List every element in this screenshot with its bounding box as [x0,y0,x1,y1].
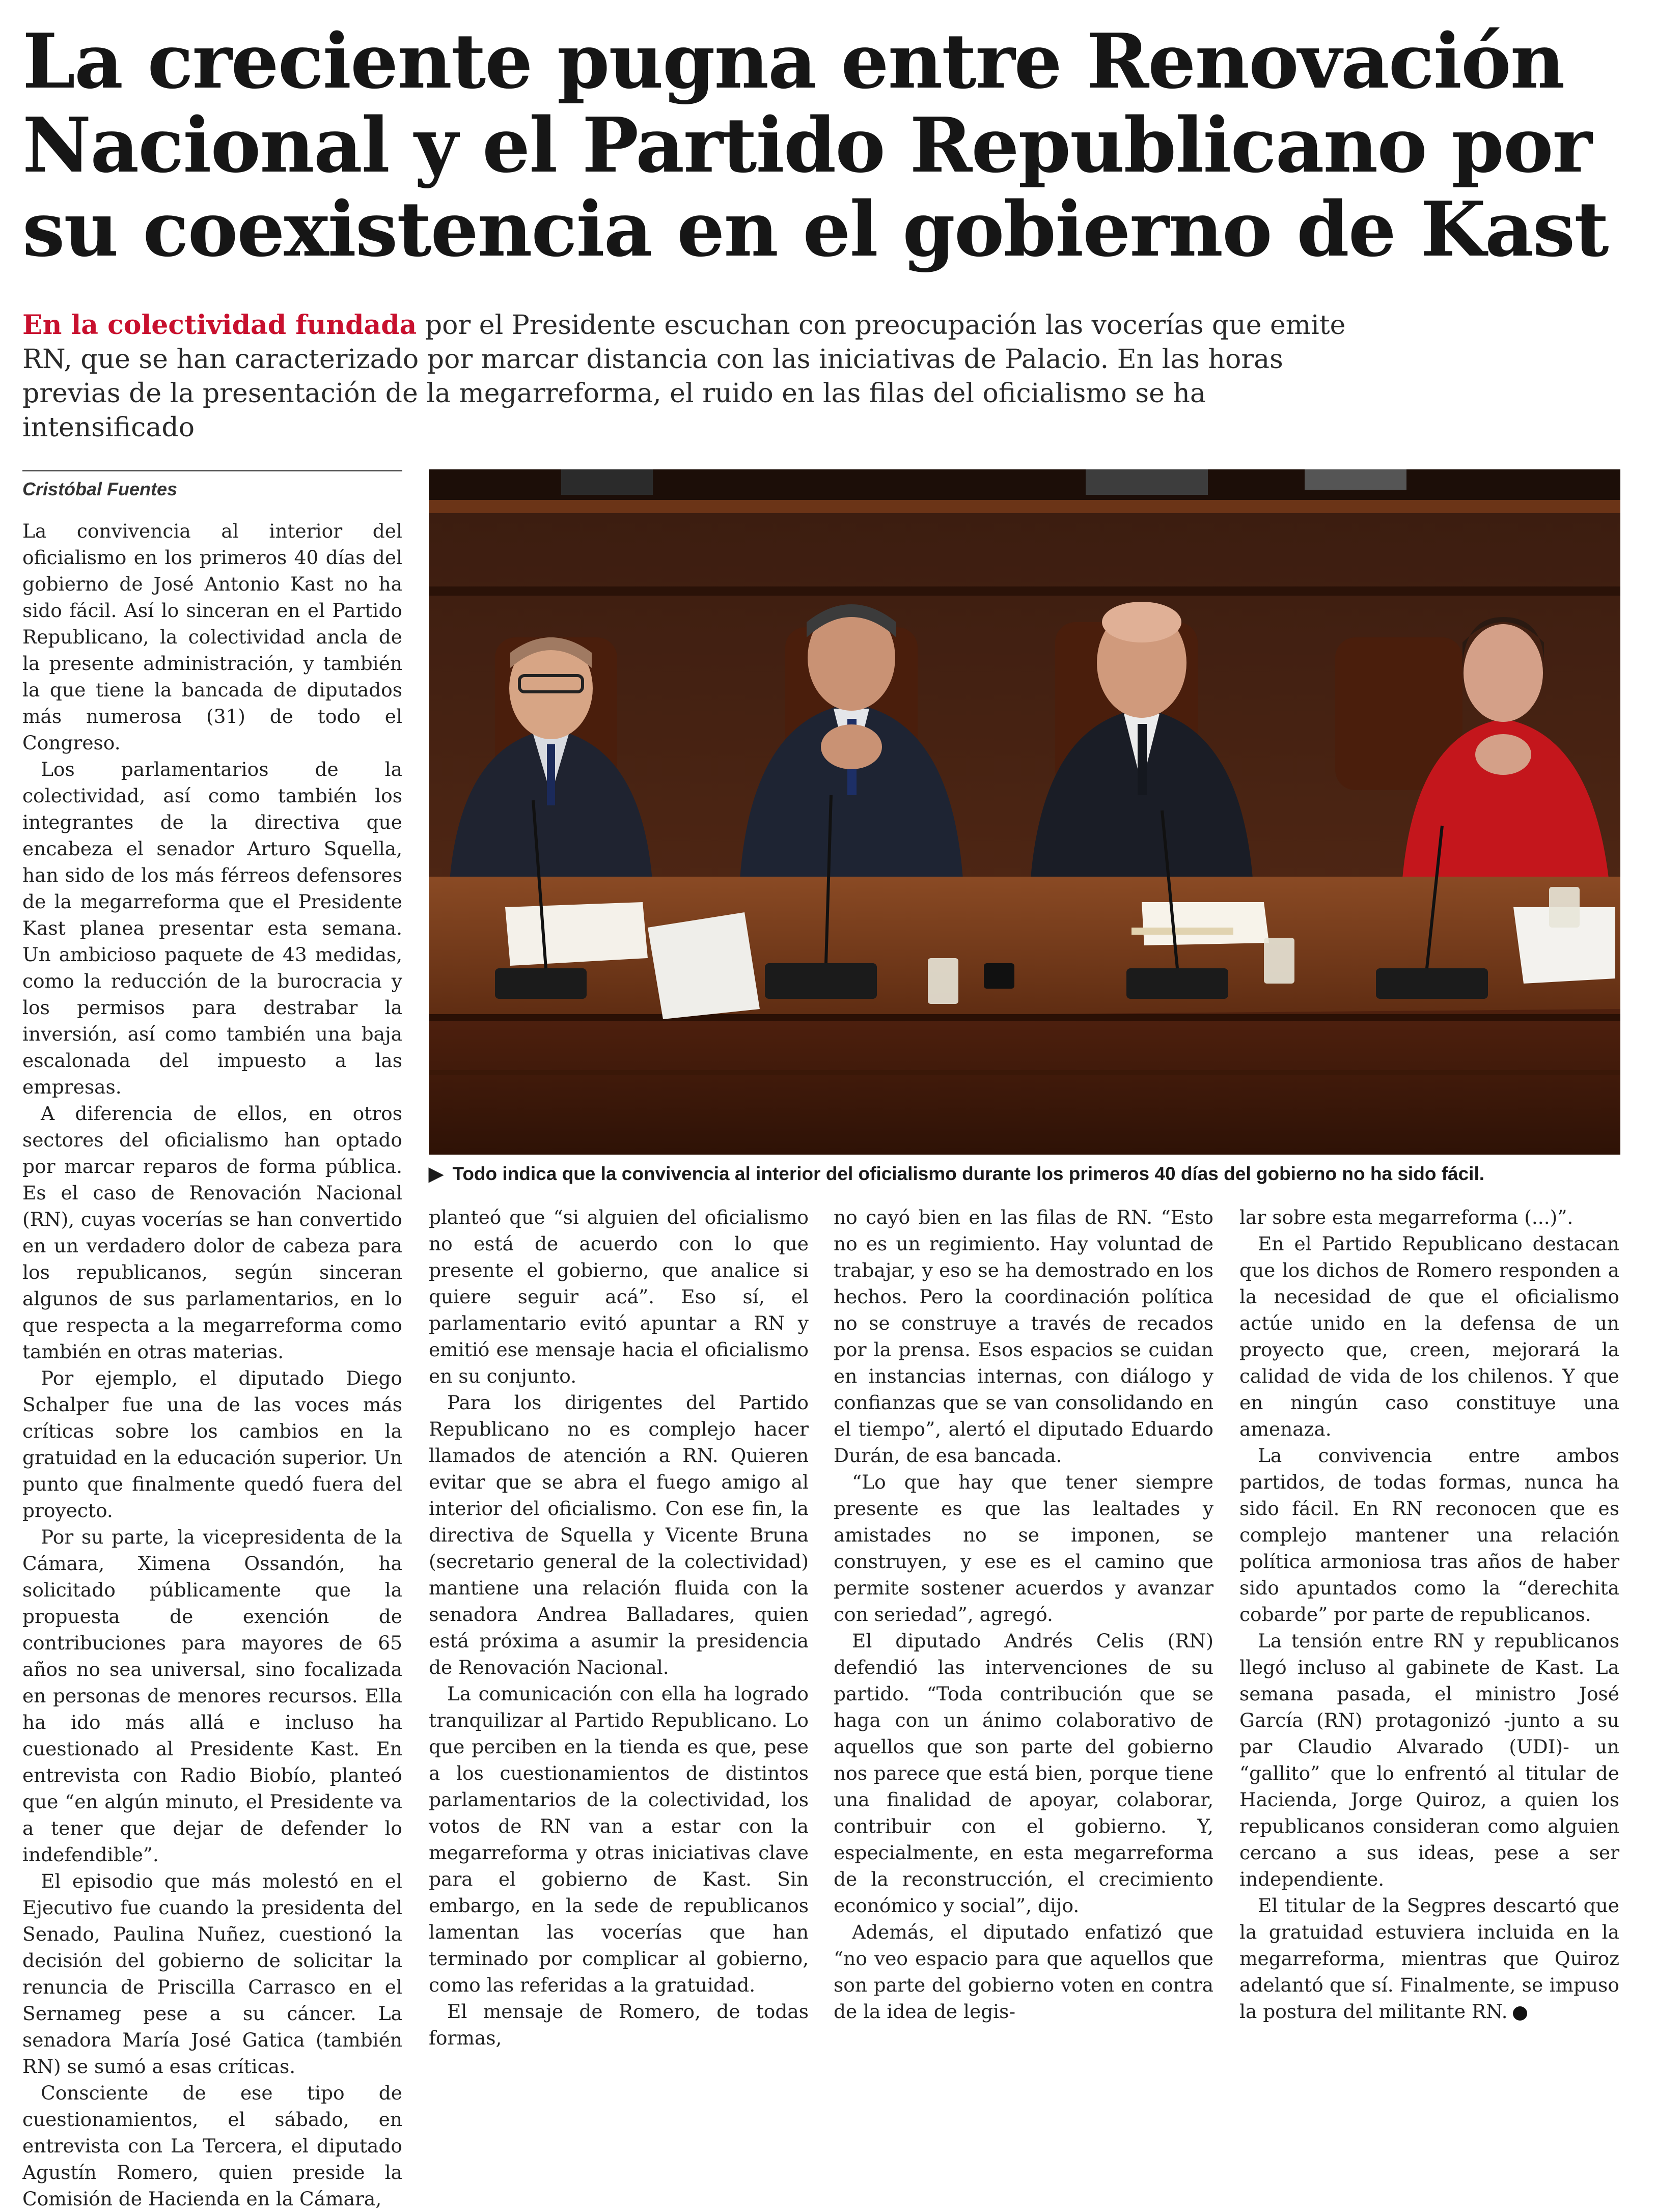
paragraph: “Lo que hay que tener siempre presente es que las lealtades y amistades no se imponen, se construyen, y ese es el camino que permite sostener acuerdos y avanzar con seriedad”, agregó. [834,1471,1213,1626]
paragraph: no cayó bien en las filas de RN. “Esto no es un regimiento. Hay voluntad de trabajar, y eso se ha demostrado en los hechos. Pero la coordinación política no se construye a través de recados por la prensa. Esos espacios se cuidan en instancias internas, con diálogo y confianzas que se van consolidando en el tiempo”, alertó el diputado Eduardo Durán, de esa bancada. [834,1206,1213,1467]
paragraph: planteó que “si alguien del oficialismo no está de acuerdo con lo que presente el gobierno, que analice si quiere seguir acá”. Eso sí, el parlamentario evitó apuntar a RN y emitió ese mensaje hacia el oficialismo en su conjunto. [429,1206,809,1387]
paragraph: La comunicación con ella ha logrado tranquilizar al Partido Republicano. Lo que perciben en la tienda es que, pese a los cuestionamientos de distintos parlamentarios de la colectividad, los votos de RN van a estar con la megarreforma y otras iniciativas clave para el gobierno de Kast. Sin embargo, en la sede de republicanos lamentan las vocerías que han terminado por complicar al gobierno, como las referidas a la gratuidad. [429,1683,809,1996]
paragraph: El episodio que más molestó en el Ejecutivo fue cuando la presidenta del Senado, Paulina Nuñez, cuestionó la decisión del gobierno de solicitar la renuncia de Priscilla Carrasco en el Sernameg pese a su cáncer. La senadora María José Gatica (también RN) se sumó a esas críticas. [22,1870,402,2078]
paragraph: En el Partido Republicano destacan que los dichos de Romero responden a la necesidad de que el oficialismo actúe unido en la defensa de un proyecto que, creen, mejorará la calidad de vida de los chilenos. Y que en ningún caso constituye una amenaza. [1239,1233,1619,1440]
paragraph: Para los dirigentes del Partido Republicano no es complejo hacer llamados de atención a RN. Quieren evitar que se abra el fuego amigo al interior del oficialismo. Con ese fin, la directiva de Squella y Vicente Bruna (secretario general de la colectividad) mantiene una relación fluida con la senadora Andrea Balladares, quien está próxima a asumir la presidencia de Renovación Nacional. [429,1391,809,1678]
paragraph: El diputado Andrés Celis (RN) defendió las intervenciones de su partido. “Toda contribución que se haga con un ánimo colaborativo de aquellos que son parte del gobierno nos parece que está bien, porque tiene una finalidad de apoyar, colaborar, contribuir con el gobierno. Y, especialmente, en esta megarreforma de la reconstrucción, el crecimiento económico y social”, dijo. [834,1630,1213,1917]
byline: Cristóbal Fuentes [22,470,402,500]
paragraph: El mensaje de Romero, de todas formas, [429,2000,809,2049]
triangle-right-icon: ▶ [429,1163,444,1184]
body-column-2 [429,1204,809,2049]
paragraph: lar sobre esta megarreforma (...)”. [1239,1206,1574,1228]
paragraph-text: El titular de la Segpres descartó que la gratuidad estuviera incluida en la megarreforma, mientras que Quiroz adelantó que sí. Finalmente, se impuso la postura del militante RN. [1239,1894,1619,2023]
paragraph: Los parlamentarios de la colectividad, así como también los integrantes de la directiva que encabeza el senador Arturo Squella, han sido de los más férreos defensores de la megarreforma que el Presidente Kast planea presentar esta semana. Un ambicioso paquete de 43 medidas, como la reducción de la burocracia y los permisos para destrabar la inversión, así como también una baja escalonada del impuesto a las empresas. [22,758,402,1098]
deck-lead: En la colectividad fundada [22,310,417,341]
paragraph: La convivencia al interior del oficialismo en los primeros 40 días del gobierno de José Antonio Kast no ha sido fácil. Así lo sinceran en el Partido Republicano, la colectividad ancla de la presente administración, y también la que tiene la bancada de diputados más numerosa (31) de todo el Congreso. [22,520,402,754]
paragraph: Consciente de ese tipo de cuestionamientos, el sábado, en entrevista con La Tercera, el diputado Agustín Romero, quien preside la Comisión de Hacienda en la Cámara, [22,2082,402,2210]
paragraph: Por su parte, la vicepresidenta de la Cámara, Ximena Ossandón, ha solicitado públicamente que la propuesta de exención de contribuciones para mayores de 65 años no sea universal, sino focalizada en personas de menores recursos. Ella ha ido más allá e incluso ha cuestionado al Presidente Kast. En entrevista con Radio Biobío, planteó que “en algún minuto, el Presidente va a tener que dejar de defender lo indefendible”. [22,1526,402,1866]
caption-text: Todo indica que la convivencia al interior del oficialismo durante los primeros 40 días del gobierno no ha sido fácil. [452,1163,1485,1184]
paragraph: Además, el diputado enfatizó que “no veo espacio para que aquellos que son parte del gobierno voten en contra de la idea de legis- [834,1921,1213,2023]
paragraph: La tensión entre RN y republicanos llegó incluso al gabinete de Kast. La semana pasada, el ministro José García (RN) protagonizó -junto a su par Claudio Alvarado (UDI)- un “gallito” que lo enfrentó al titular de Hacienda, Jorge Quiroz, a quien los republicanos consideran como alguien cercano a sus ideas, pese a ser independiente. [1239,1630,1619,1890]
headline: La creciente pugna entre Renovación Nacional y el Partido Republicano por su coexistencia en el gobierno de Kast [22,17,1608,273]
paragraph: A diferencia de ellos, en otros sectores del oficialismo han optado por marcar reparos de forma pública. Es el caso de Renovación Nacional (RN), cuyas vocerías se han convertido en un verdadero dolor de cabeza para los republicanos, según sinceran algunos de sus parlamentarios, en lo que respecta a la megarreforma como también en otras materias. [22,1102,402,1363]
body-column-3 [834,1204,1213,2023]
photo-caption [429,1163,1620,1185]
deck [22,308,1346,445]
paragraph [1239,1892,1619,2025]
end-mark-icon [1513,2006,1527,2021]
body-column-4 [1239,1204,1619,2023]
body-column-1 [22,518,402,2210]
deck-text: por el Presidente escuchan con preocupación las vocerías que emite RN, que se han caracterizado por marcar distancia con las iniciativas de Palacio. En las horas previas de la presentación de la megarreforma, el ruido en las filas del oficialismo se ha intensificado [22,310,1346,443]
paragraph: La convivencia entre ambos partidos, de todas formas, nunca ha sido fácil. En RN reconocen que es complejo mantener una relación política armoniosa tras años de haber sido apuntados como la “derechita cobarde” por parte de republicanos. [1239,1444,1619,1626]
photo-parliament-session [429,469,1620,1155]
paragraph: Por ejemplo, el diputado Diego Schalper fue una de las voces más críticas sobre los cambios en la gratuidad en la educación superior. Un punto que finalmente quedó fuera del proyecto. [22,1367,402,1522]
